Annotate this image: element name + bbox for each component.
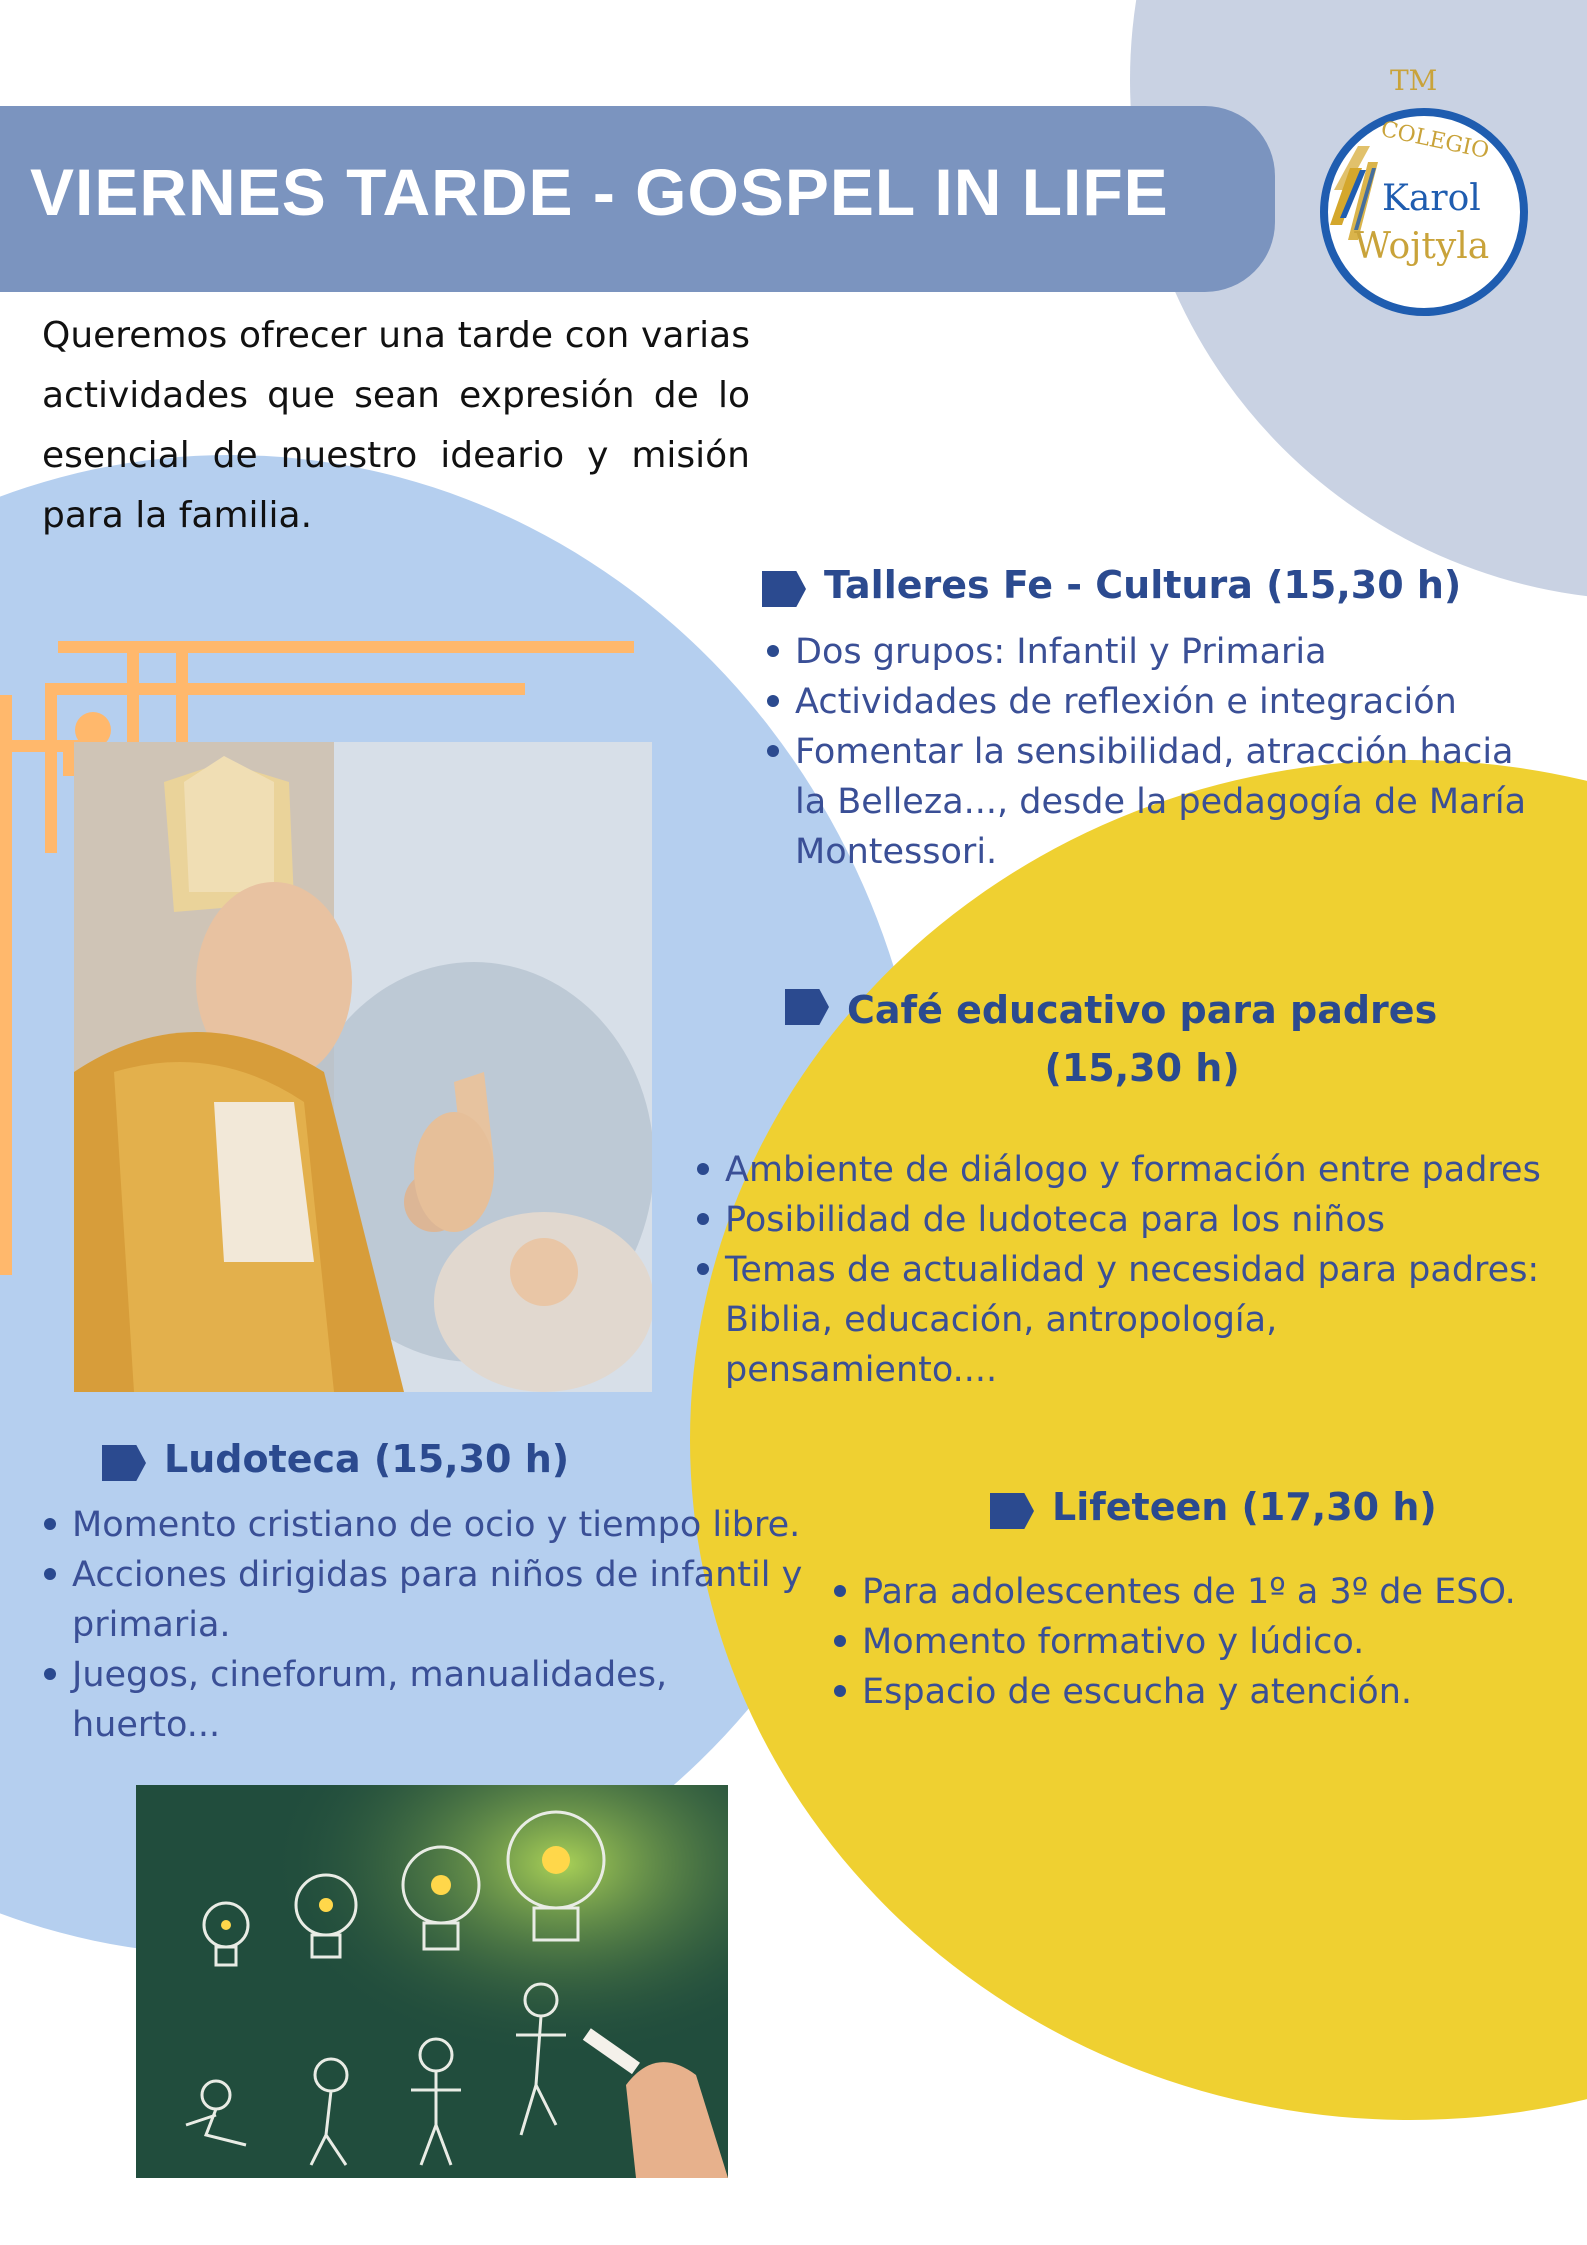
list-item: Espacio de escucha y atención. bbox=[832, 1667, 1552, 1717]
pentagon-arrow-icon bbox=[762, 571, 806, 607]
ludoteca-heading bbox=[102, 1437, 569, 1481]
pentagon-arrow-icon bbox=[785, 989, 829, 1025]
list-item: Temas de actualidad y necesidad para padres: Biblia, educación, antropología, pensamiento.... bbox=[695, 1245, 1555, 1395]
lifeteen-heading bbox=[990, 1485, 1437, 1529]
logo-wojtyla: Wojtyla bbox=[1354, 226, 1490, 267]
lifeteen-title: Lifeteen (17,30 h) bbox=[1052, 1485, 1437, 1529]
list-item: Dos grupos: Infantil y Primaria bbox=[765, 627, 1555, 677]
list-item: Ambiente de diálogo y formación entre padres bbox=[695, 1145, 1555, 1195]
page-title: VIERNES TARDE - GOSPEL IN LIFE bbox=[30, 155, 1169, 229]
list-item: Juegos, cineforum, manualidades, huerto... bbox=[42, 1650, 822, 1750]
list-item: Para adolescentes de 1º a 3º de ESO. bbox=[832, 1567, 1552, 1617]
list-item: Acciones dirigidas para niños de infantil y primaria. bbox=[42, 1550, 822, 1650]
list-item: Momento formativo y lúdico. bbox=[832, 1617, 1552, 1667]
school-logo bbox=[1310, 50, 1550, 320]
intro-paragraph: Queremos ofrecer una tarde con varias actividades que sean expresión de lo esencial de nuestro ideario y misión para la familia. bbox=[42, 315, 750, 536]
pentagon-arrow-icon bbox=[102, 1445, 146, 1481]
list-item: Momento cristiano de ocio y tiempo libre. bbox=[42, 1500, 822, 1550]
cafe-title-line1: Café educativo para padres bbox=[847, 988, 1438, 1032]
pentagon-arrow-icon bbox=[990, 1493, 1034, 1529]
logo-karol: Karol bbox=[1382, 178, 1481, 219]
list-item: Actividades de reflexión e integración bbox=[765, 677, 1555, 727]
cafe-title-line2: (15,30 h) bbox=[1044, 1046, 1240, 1090]
ludoteca-list bbox=[42, 1500, 822, 1750]
list-item: Fomentar la sensibilidad, atracción hacia la Belleza..., desde la pedagogía de María Montessori. bbox=[765, 727, 1555, 877]
cafe-heading bbox=[785, 981, 1465, 1097]
statue-photo bbox=[74, 742, 652, 1392]
cafe-list bbox=[695, 1145, 1555, 1395]
logo-tm: TM bbox=[1390, 64, 1438, 97]
chalkboard-lightbulbs-photo bbox=[136, 1785, 728, 2178]
list-item: Posibilidad de ludoteca para los niños bbox=[695, 1195, 1555, 1245]
talleres-list bbox=[765, 627, 1555, 877]
logo-colegio: COLEGIO bbox=[1378, 116, 1492, 165]
talleres-heading bbox=[762, 563, 1461, 607]
lifeteen-list bbox=[832, 1567, 1552, 1717]
ludoteca-title: Ludoteca (15,30 h) bbox=[164, 1437, 570, 1481]
talleres-title: Talleres Fe - Cultura (15,30 h) bbox=[824, 563, 1462, 607]
